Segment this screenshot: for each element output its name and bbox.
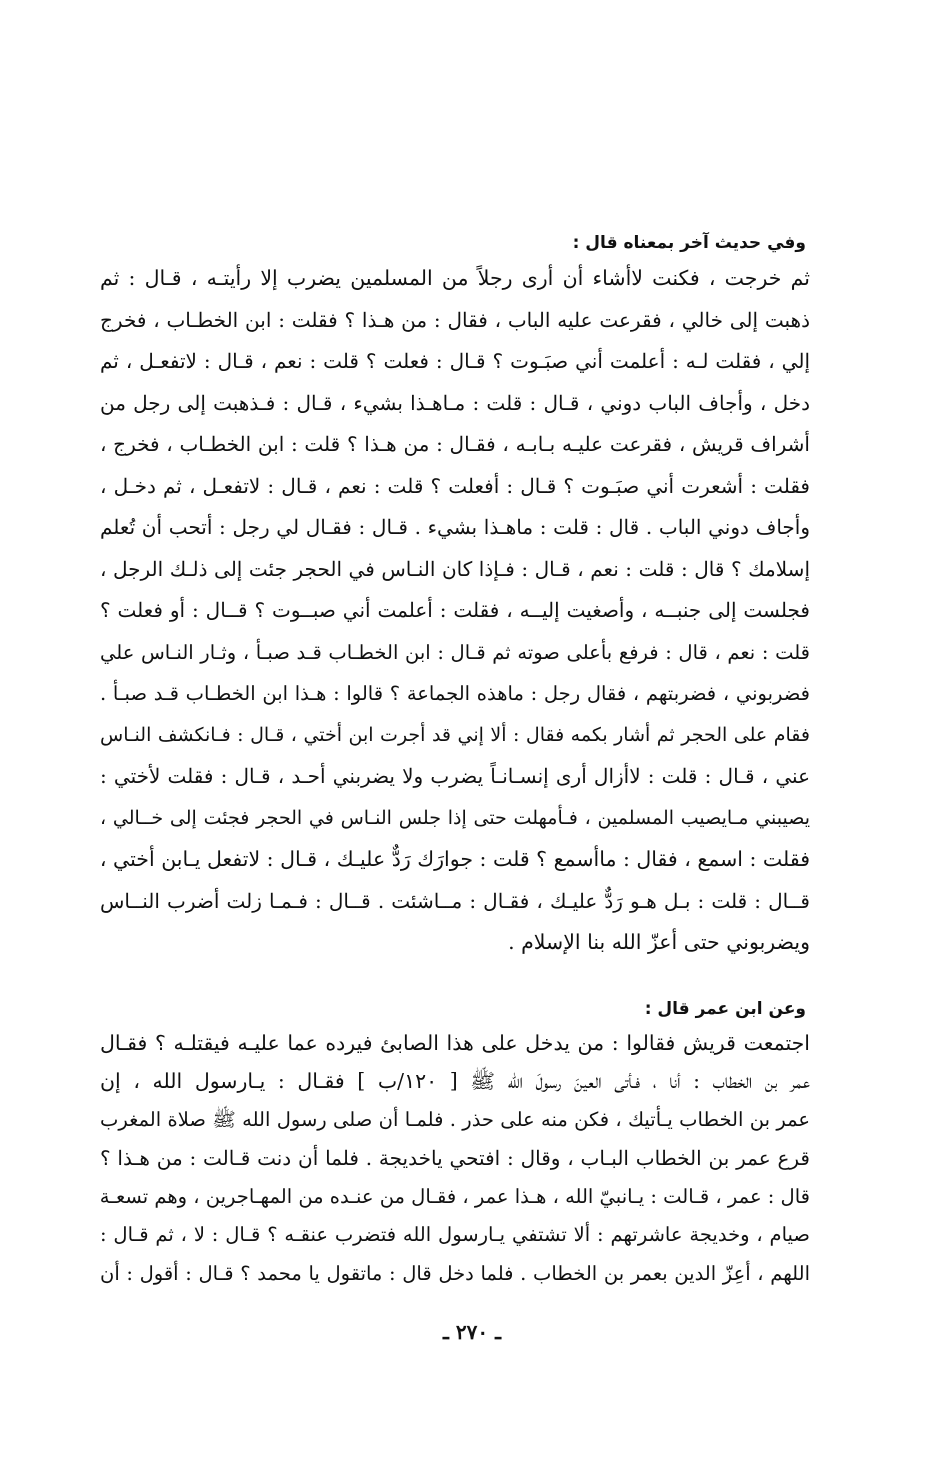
section-body <box>100 1024 810 1294</box>
text-line: قــال : قلت : بـل هـو رَدٌّ عليـك ، فقـال : مــاشئت . قــال : فـمـا زلت أضرب النــاس <box>100 888 810 913</box>
text-line: فضربوني ، فضربتهم ، فقال رجل : ماهذه الجماعة ؟ قالوا : هـذا ابن الخطـاب قـد صبـأ . <box>100 682 810 705</box>
text-line: ثم خرجت ، فكنت لاأشاء أن أرى رجلاً من المسلمين يضرب إلا رأيتـه ، قـال : ثم <box>100 266 810 290</box>
text-line: فجلست إلى جنبــه ، وأصغيت إليــه ، فقلت : أعلمت أني صبــوت ؟ قــال : أو فعلت ؟ <box>100 598 810 622</box>
text-line: قال : عمر ، قـالت : يـانبيّ الله ، هـذا عمر ، فقـال من عنـده من المهـاجرين ، وهم تسعـة <box>100 1184 810 1208</box>
text-line: وأجاف دوني الباب . قال : قلت : ماهـذا بشيء . قـال : فقـال لي رجل : أتحب أن تُعلم <box>100 515 810 539</box>
text-line: أشراف قريش ، فقرعت عليـه بـابـه ، فقـال : من هـذا ؟ قلت : ابن الخطـاب ، فخرج ، <box>100 432 810 456</box>
section-body <box>100 258 810 964</box>
text-line: قلت : نعم ، قال : فرفع بأعلى صوته ثم قـال : ابن الخطـاب قـد صبـأ ، وثـار النـاس علي <box>100 640 810 664</box>
section-heading: وعن ابن عمر قال : <box>644 998 806 1019</box>
text-line: صيام ، وخديجة عاشرتهم : ألا تشتفي يـارسول الله فتضرب عنقـه ؟ قـال : لا ، ثم قـال : <box>100 1223 810 1247</box>
text-line: اجتمعت قريش فقالوا : من يدخل على هذا الصابئ فيرده عما عليـه فيقتلـه ؟ فقـال <box>100 1030 810 1055</box>
section-omar-islam <box>100 228 810 964</box>
text-line: عني ، قـال : قلت : لاأزال أرى إنسـانـاً يضرب ولا يضربني أحـد ، قـال : فقلت لأختي : <box>100 764 810 788</box>
text-line: يصيبني مـايصيب المسلمين ، فـأمهلت حتى إذا جلس النـاس في الحجر فجئت إلى خــالي ، <box>100 806 810 829</box>
text-line: إلي ، فقلت لـه : أعلمت أني صبَـوت ؟ قـال : فعلت ؟ قلت : نعم ، قـال : لاتفعـل ، ثم <box>100 349 810 373</box>
text-line: قرع عمر بن الخطاب البـاب ، وقال : افتحي ياخديجة . فلما أن دنت قـالت : من هـذا ؟ <box>100 1146 810 1171</box>
page-body <box>100 228 810 1294</box>
text-line: فقلت : أشعرت أني صبَـوت ؟ قـال : أفعلت ؟ قلت : نعم ، قـال : لاتفعـل ، ثم دخـل ، <box>100 473 810 498</box>
section-ibn-umar <box>100 994 810 1294</box>
text-line: عمر بن الخطاب : أنا ، فـأتى العينَ رسولَ الله ﷺ [ ١٢٠/ب ] فقـال : يـارسول الله ، إن <box>100 1069 810 1094</box>
text-line: دخل ، وأجاف الباب دوني ، قـال : قلت : مـاهـذا بشيء ، قـال : فـذهبت إلى رجل من <box>100 390 810 415</box>
text-line: فقام على الحجر ثم أشار بكمه فقال : ألا إني قد أجرت ابن أختي ، قـال : فـانكشف النـاس <box>100 723 810 746</box>
text-line: فقلت : اسمع ، فقال : ماأسمع ؟ قلت : جوارَك رَدٌّ عليـك ، قـال : لاتفعل يـابن أختي ، <box>100 847 810 871</box>
text-line: ويضربوني حتى أعزّ الله بنا الإسلام . <box>508 930 810 954</box>
text-line: عمر بن الخطاب يـأتيك ، فكن منه على حذر . فلمـا أن صلى رسول الله ﷺ صلاة المغرب <box>100 1107 810 1131</box>
page-number: ـ ٢٧٠ ـ <box>443 1320 501 1344</box>
text-line: ذهبت إلى خالي ، فقرعت عليه الباب ، فقال : من هـذا ؟ فقلت : ابن الخطـاب ، فخرج <box>100 307 810 332</box>
text-line: اللهم ، أعِزّ الدين بعمر بن الخطاب . فلما دخل قال : ماتقول يا محمد ؟ قـال : أقول : أن <box>100 1262 810 1286</box>
section-heading: وفي حديث آخر بمعناه قال : <box>572 233 806 253</box>
text-line: إسلامك ؟ قال : قلت : نعم ، قـال : فـإذا كان النـاس في الحجر جئت إلى ذلـك الرجل ، <box>100 556 810 581</box>
